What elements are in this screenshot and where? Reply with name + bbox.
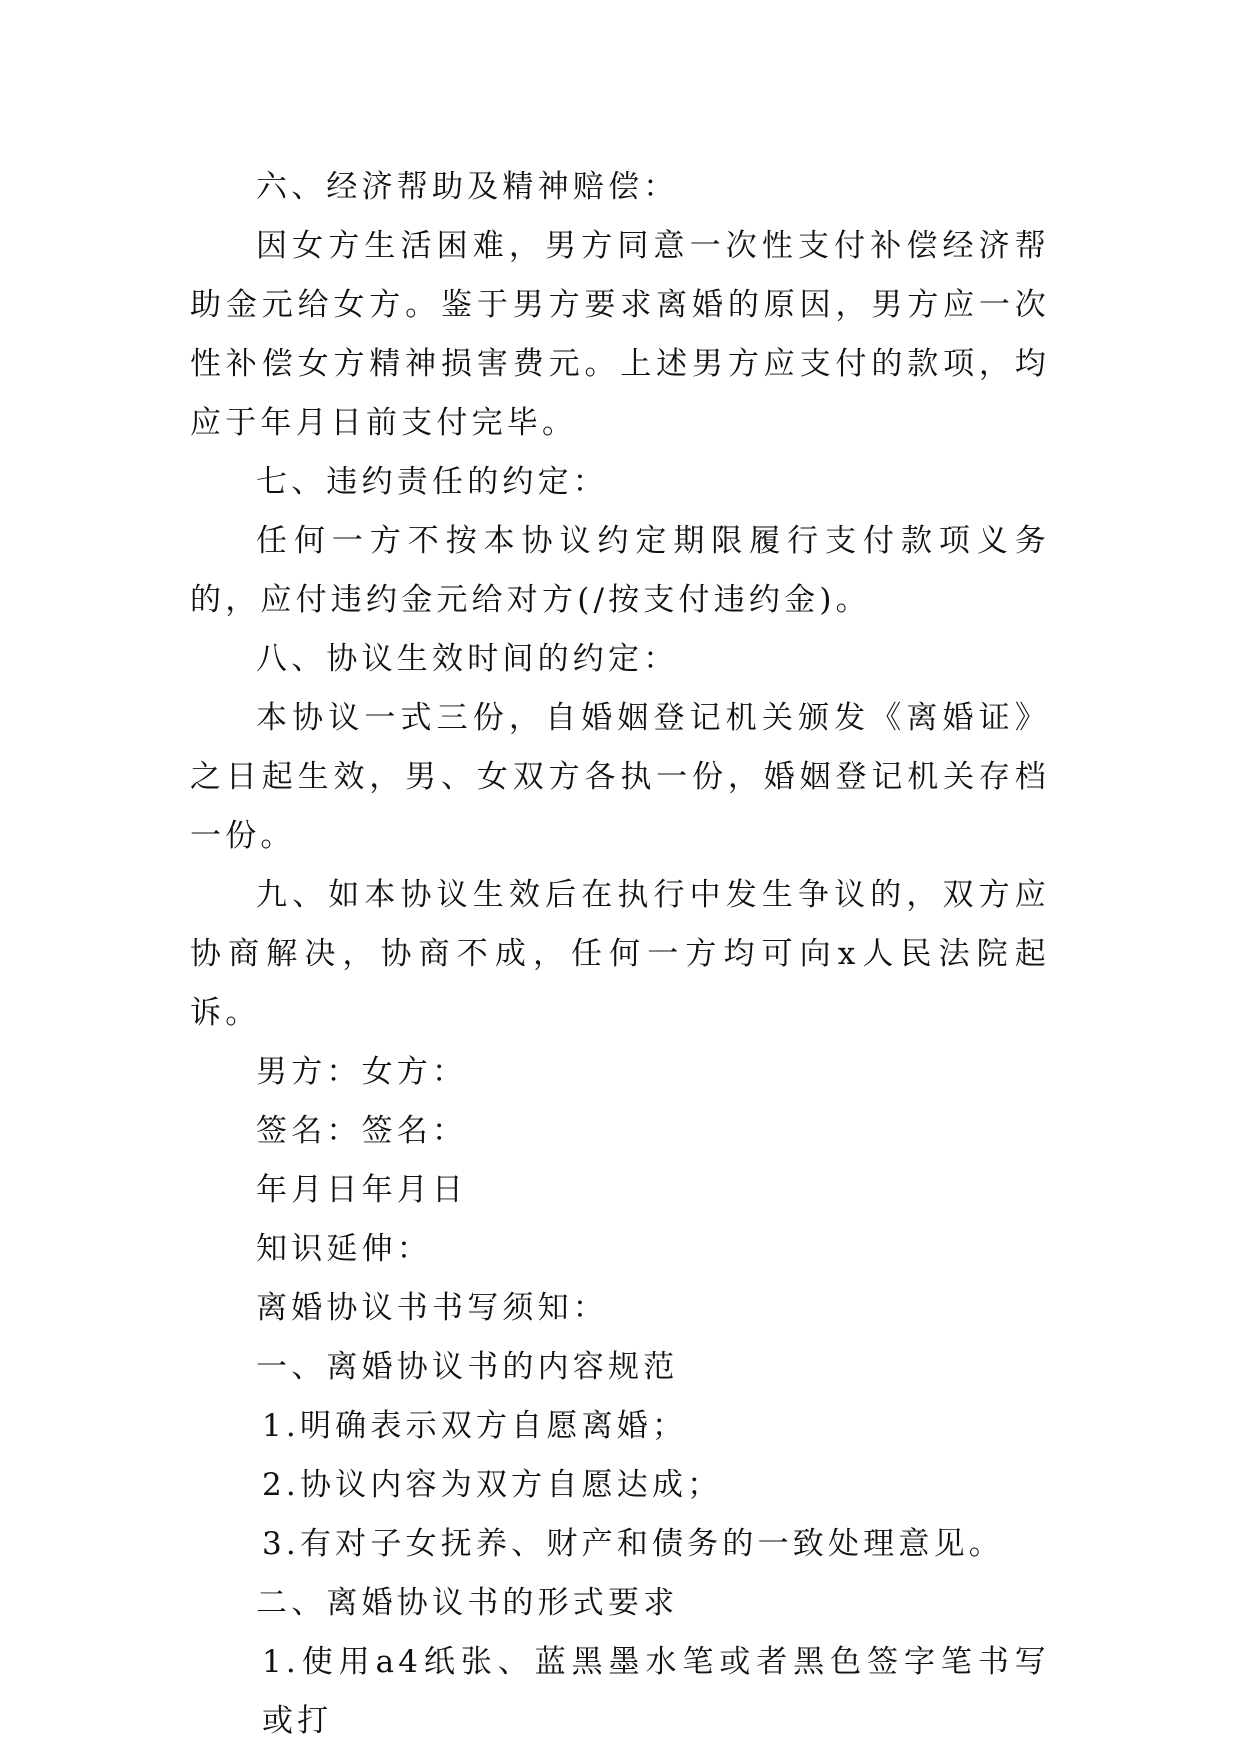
form-item-1: 1.使用a4纸张、蓝黑墨水笔或者黑色签字笔书写或打 <box>262 1644 1050 1739</box>
signature-line: 签名：签名： <box>256 1113 468 1149</box>
notes-heading: 离婚协议书书写须知： <box>256 1290 608 1326</box>
content-item-1: 1.明确表示双方自愿离婚； <box>262 1408 688 1444</box>
document-body <box>190 158 1050 1751</box>
content-item-2: 2.协议内容为双方自愿达成； <box>262 1467 723 1503</box>
section-6-body: 因女方生活困难，男方同意一次性支付补偿经济帮助金元给女方。鉴于男方要求离婚的原因，男方应一次性补偿女方精神损害费元。上述男方应支付的款项，均应于年月日前支付完毕。 <box>190 228 1050 441</box>
parties-line: 男方：女方： <box>256 1054 468 1090</box>
section-7-heading: 七、违约责任的约定： <box>256 464 608 500</box>
section-9-body: 九、如本协议生效后在执行中发生争议的，双方应协商解决，协商不成，任何一方均可向x人民法院起诉。 <box>190 877 1050 1031</box>
section-6-heading: 六、经济帮助及精神赔偿： <box>256 169 679 205</box>
extension-heading: 知识延伸： <box>256 1231 432 1267</box>
section-8-body: 本协议一式三份，自婚姻登记机关颁发《离婚证》之日起生效，男、女双方各执一份，婚姻登记机关存档一份。 <box>190 700 1050 854</box>
content-item-3: 3.有对子女抚养、财产和债务的一致处理意见。 <box>262 1526 1004 1562</box>
date-line: 年月日年月日 <box>256 1172 468 1208</box>
content-standards-heading: 一、离婚协议书的内容规范 <box>256 1349 679 1385</box>
form-requirements-heading: 二、离婚协议书的形式要求 <box>256 1585 679 1621</box>
section-8-heading: 八、协议生效时间的约定： <box>256 641 679 677</box>
section-7-body: 任何一方不按本协议约定期限履行支付款项义务的，应付违约金元给对方(/按支付违约金)。 <box>190 523 1050 618</box>
